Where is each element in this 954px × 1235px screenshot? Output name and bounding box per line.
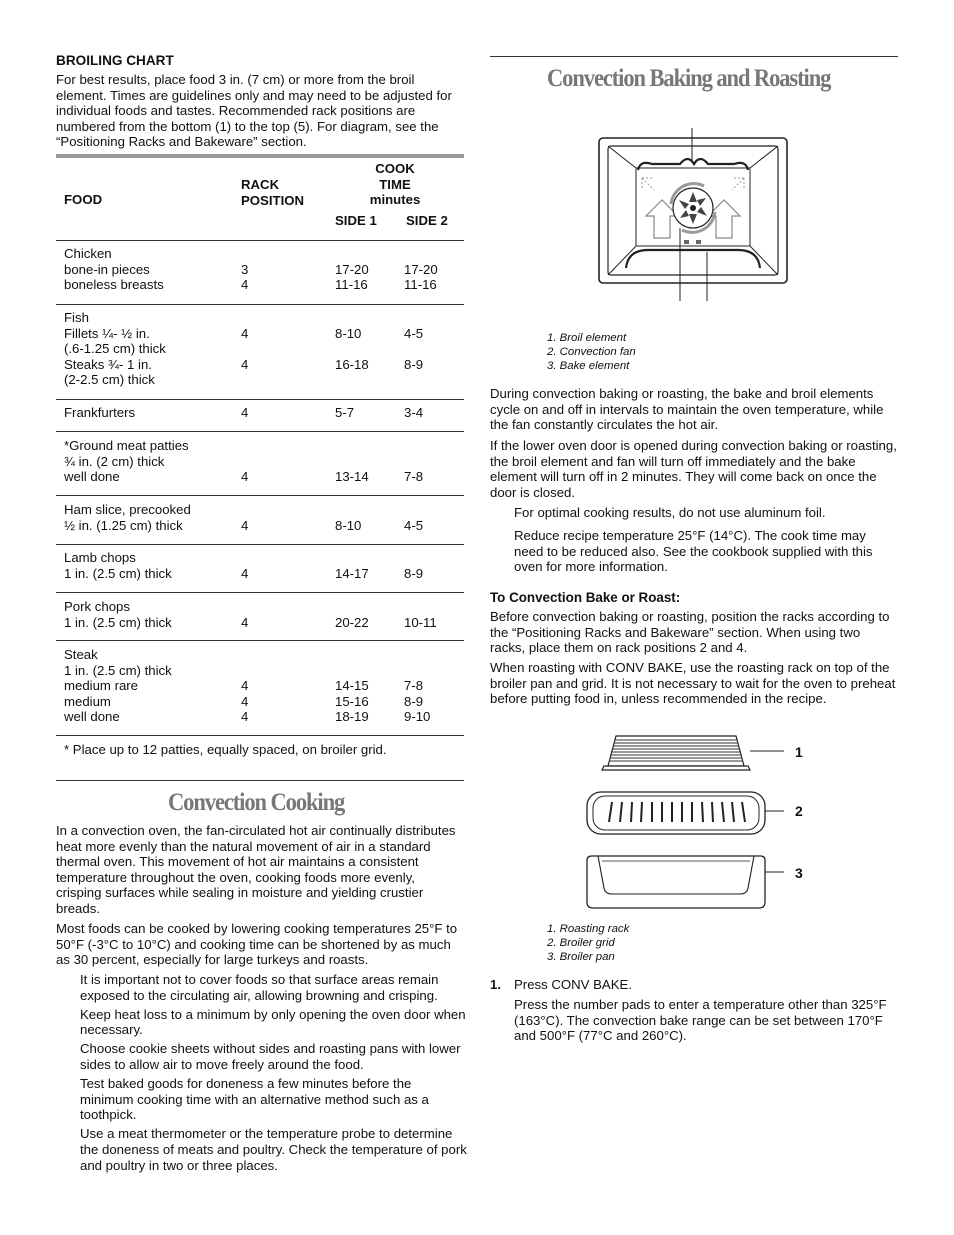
row-side2: 4-5 8-9 <box>404 325 424 372</box>
row-rule <box>56 544 464 545</box>
row-rack: 4 4 4 <box>241 678 249 725</box>
row-rule <box>56 640 464 641</box>
row-side2: 4-5 <box>404 517 424 533</box>
pan-label: 1 <box>795 744 803 760</box>
oven-caption: 3. Bake element <box>547 360 630 372</box>
pan-label: 2 <box>795 803 803 819</box>
row-rule <box>56 735 464 736</box>
oven-diagram <box>596 128 790 303</box>
convection-cooking-title: Convection Cooking <box>168 789 345 816</box>
row-food: Steak 1 in. (2.5 cm) thick medium rare medium well done <box>64 647 172 725</box>
broiling-intro: For best results, place food 3 in. (7 cm) or more from the broil element. Times are guidelines only and may need to be adjusted for individual foods and tastes. Recommended rack positions are numbered from the bottom (1) to the top (5). For diagram, see the “Positioning Racks and Bakeware” section. <box>56 72 452 150</box>
convection-note-2: Reduce recipe temperature 25°F (14°C). The cook time may need to be reduced also. See the cookbook supplied with this oven for more information. <box>514 528 873 575</box>
row-side1: 20-22 <box>335 614 369 630</box>
broiler-pan-drawing <box>587 856 765 908</box>
step-1-number: 1. <box>490 977 501 992</box>
convection-cooking-p2: Most foods can be cooked by lowering cooking temperatures 25°F to 50°F (-3°C to 10°C) and cooking time can be shortened by as much as 30 percent, especially for large turkeys and roasts. <box>56 921 458 968</box>
row-rack: 4 4 <box>241 325 249 372</box>
convection-tips <box>80 972 468 1173</box>
header-cook-time: COOK TIME minutes <box>369 161 421 208</box>
row-rule <box>56 399 464 400</box>
row-rack: 4 <box>241 469 249 485</box>
broiler-grid-drawing <box>587 792 765 834</box>
row-side1: 8-10 16-18 <box>335 325 369 372</box>
row-food: Ham slice, precooked ½ in. (1.25 cm) thick <box>64 502 191 533</box>
tip-item: Keep heat loss to a minimum by only opening the oven door when necessary. <box>80 1006 466 1038</box>
row-side1: 17-20 11-16 <box>335 261 369 293</box>
convection-note-1: For optimal cooking results, do not use aluminum foil. <box>514 505 826 520</box>
convection-baking-p3: Before convection baking or roasting, position the racks according to the “Positioning Racks and Bakeware” section. When using two racks, place them on rack positions 2 and 4. <box>490 609 890 656</box>
row-food: *Ground meat patties ¾ in. (2 cm) thick well done <box>64 438 189 485</box>
row-rule <box>56 495 464 496</box>
row-food: Fish Fillets ¼- ½ in. (.6-1.25 cm) thick Steaks ¾- 1 in. (2-2.5 cm) thick <box>64 310 166 388</box>
row-rack: 4 <box>241 614 249 630</box>
header-side2: SIDE 2 <box>406 213 448 228</box>
convection-cooking-p1: In a convection oven, the fan-circulated hot air continually distributes heat more evenly than the natural movement of air in a standard thermal oven. This movement of hot air maintains a consistent temperature throughout the oven, cooking foods more evenly, crisping surfaces while sealing in moisture and yielding crustier breads. <box>56 823 456 916</box>
row-rule <box>56 304 464 305</box>
convection-baking-title: Convection Baking and Roasting <box>547 65 831 92</box>
oven-caption: 1. Broil element <box>547 332 627 344</box>
table-top-rule <box>56 154 464 158</box>
row-side2: 17-20 11-16 <box>404 261 438 293</box>
convection-baking-p1: During convection baking or roasting, the bake and broil elements cycle on and off in intervals to maintain the oven temperature, while the fan constantly circulates the hot air. <box>490 386 884 433</box>
row-rule <box>56 592 464 593</box>
roasting-rack-drawing <box>602 736 750 770</box>
pan-caption: 2. Broiler grid <box>547 937 615 949</box>
row-rack: 4 <box>241 565 249 581</box>
tip-item: Choose cookie sheets without sides and roasting pans with lower sides to allow air to move freely around the food. <box>80 1041 461 1072</box>
row-rule <box>56 431 464 432</box>
row-side1: 5-7 <box>335 405 355 420</box>
row-side2: 7-8 8-9 9-10 <box>404 678 431 725</box>
to-convection-heading: To Convection Bake or Roast: <box>490 590 681 605</box>
header-rack: RACK POSITION <box>241 177 305 208</box>
broiling-chart-heading: BROILING CHART <box>56 53 174 68</box>
row-side1: 13-14 <box>335 469 369 485</box>
row-food: Pork chops 1 in. (2.5 cm) thick <box>64 599 172 630</box>
right-top-rule <box>490 56 898 57</box>
row-food: Frankfurters <box>64 405 136 420</box>
row-side1: 14-15 15-16 18-19 <box>335 678 369 725</box>
row-side2: 8-9 <box>404 565 424 581</box>
header-rule <box>56 240 464 241</box>
section-rule <box>56 780 464 781</box>
table-footnote: * Place up to 12 patties, equally spaced, on broiler grid. <box>64 742 387 757</box>
row-rack: 4 <box>241 405 249 420</box>
broiler-pan-diagram <box>584 730 784 912</box>
row-side2: 10-11 <box>404 614 437 630</box>
pan-caption: 3. Broiler pan <box>547 951 615 963</box>
convection-baking-p4: When roasting with CONV BAKE, use the roasting rack on top of the broiler pan and grid. It is not necessary to wait for the oven to preheat before putting food in, unless recommended in the recipe. <box>490 660 896 707</box>
header-food: FOOD <box>64 192 103 207</box>
step-1-text: Press CONV BAKE. <box>514 977 632 992</box>
tip-item: Test baked goods for doneness a few minutes before the minimum cooking time with an alternative method such as a toothpick. <box>80 1076 429 1123</box>
oven-caption: 2. Convection fan <box>547 346 636 358</box>
row-side2: 3-4 <box>404 405 424 420</box>
row-rack: 4 <box>241 517 249 533</box>
row-side1: 8-10 <box>335 517 362 533</box>
row-side1: 14-17 <box>335 565 369 581</box>
row-rack: 3 4 <box>241 261 249 293</box>
tip-item: Use a meat thermometer or the temperature probe to determine the doneness of meats and poultry. Check the temperature of pork and poultry in two or three places. <box>80 1126 467 1173</box>
pan-caption: 1. Roasting rack <box>547 923 630 935</box>
pan-label: 3 <box>795 865 803 881</box>
row-side2: 7-8 <box>404 469 424 485</box>
step-1-detail: Press the number pads to enter a temperature other than 325°F (163°C). The convection bake range can be set between 170°F and 500°F (77°C and 260°C). <box>514 997 887 1044</box>
row-food: Chicken bone-in pieces boneless breasts <box>64 246 164 293</box>
header-side1: SIDE 1 <box>335 213 377 228</box>
row-food: Lamb chops 1 in. (2.5 cm) thick <box>64 550 172 581</box>
convection-baking-p2: If the lower oven door is opened during convection baking or roasting, the broil element and fan will turn off immediately and the bake element will turn off in 2 minutes. They will come back on once the door is closed. <box>490 438 897 500</box>
tip-item: It is important not to cover foods so that surface areas remain exposed to the circulating air, allowing browning and crisping. <box>80 972 439 1003</box>
